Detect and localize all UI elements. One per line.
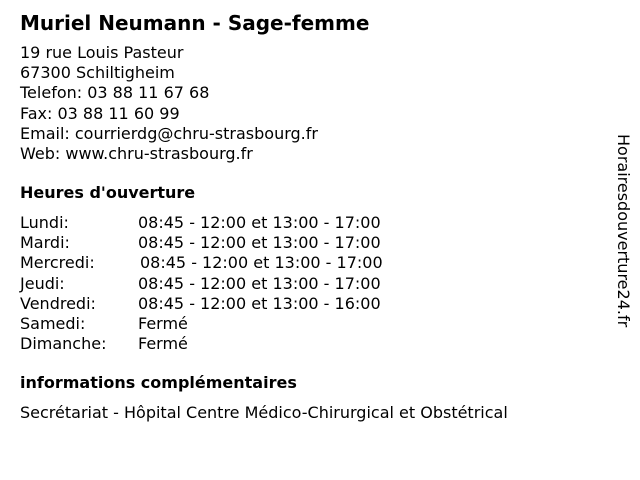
additional-info-heading: informations complémentaires [20, 373, 297, 392]
day-hours: 08:45 - 12:00 et 13:00 - 17:00 [138, 233, 381, 253]
email-line: Email: courrierdg@chru-strasbourg.fr [20, 123, 318, 143]
day-label: Dimanche: [20, 334, 107, 354]
day-label: Lundi: [20, 213, 69, 232]
phone-line: Telefon: 03 88 11 67 68 [20, 83, 210, 103]
web-line: Web: www.chru-strasbourg.fr [20, 144, 253, 164]
site-watermark: Horairesdouverture24.fr [614, 134, 633, 328]
day-hours: Fermé [138, 313, 188, 333]
day-hours: 08:45 - 12:00 et 13:00 - 17:00 [140, 253, 383, 273]
day-label: Mercredi: [20, 253, 95, 273]
additional-info-text: Secrétariat - Hôpital Centre Médico-Chirurgical et Obstétrical [20, 403, 508, 422]
address-city: 67300 Schiltigheim [20, 63, 175, 83]
day-label: Jeudi: [20, 273, 65, 293]
day-label: Samedi: [20, 313, 86, 333]
day-hours: 08:45 - 12:00 et 13:00 - 16:00 [138, 293, 381, 313]
day-label: Mardi: [20, 233, 70, 253]
day-hours: 08:45 - 12:00 et 13:00 - 17:00 [138, 273, 381, 293]
fax-line: Fax: 03 88 11 60 99 [20, 103, 180, 123]
day-label: Vendredi: [20, 293, 96, 313]
address-street: 19 rue Louis Pasteur [20, 43, 184, 62]
contact-block [20, 43, 318, 164]
page-title: Muriel Neumann - Sage-femme [20, 11, 370, 35]
opening-hours-heading: Heures d'ouverture [20, 183, 196, 202]
day-hours: Fermé [138, 334, 188, 354]
day-hours: 08:45 - 12:00 et 13:00 - 17:00 [138, 213, 381, 232]
